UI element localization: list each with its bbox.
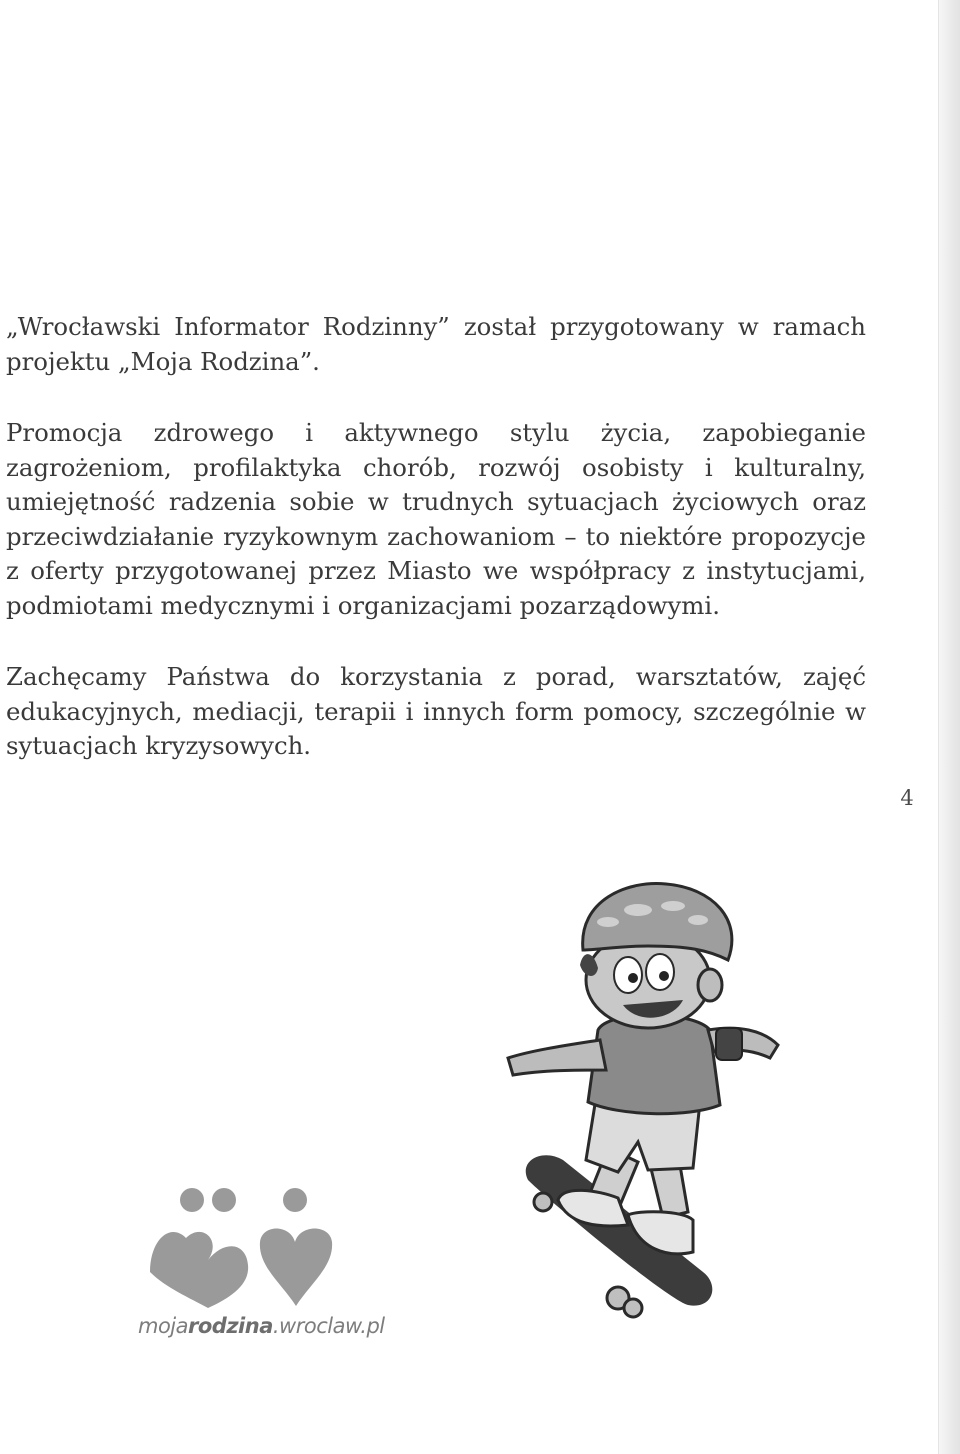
logo-url-moja: moja [138,1314,189,1338]
logo-url-domain: .wroclaw.pl [272,1314,385,1338]
body-text [6,310,866,801]
moja-rodzina-logo [140,1180,340,1310]
logo-url-rodzina: rodzina [188,1314,273,1338]
page-number: 4 [900,786,914,810]
page-edge [938,0,960,1454]
skateboarder-illustration [488,880,788,1320]
logo-url-text [138,1314,385,1338]
paragraph-promotion: Promocja zdrowego i aktywnego stylu życia, zapobieganie zagrożeniom, profilaktyka chorób, rozwój osobisty i kulturalny, umiejętność radzenia sobie w trudnych sytuacjach życiowych oraz przeciwdziałanie ryzykownym zachowaniom – to niektóre propozycje z oferty przygotowanej przez Miasto we współpracy z instytucjami, podmiotami medycznymi i organizacjami pozarządowymi. [6,418,866,620]
paragraph-intro: „Wrocławski Informator Rodzinny” został przygotowany w ramach projektu „Moja Rodzina”. [6,312,866,376]
paragraph-invitation: Zachęcamy Państwa do korzystania z porad, warsztatów, zajęć edukacyjnych, mediacji, terapii i innych form pomocy, szczególnie w sytuacjach kryzysowych. [6,662,866,760]
